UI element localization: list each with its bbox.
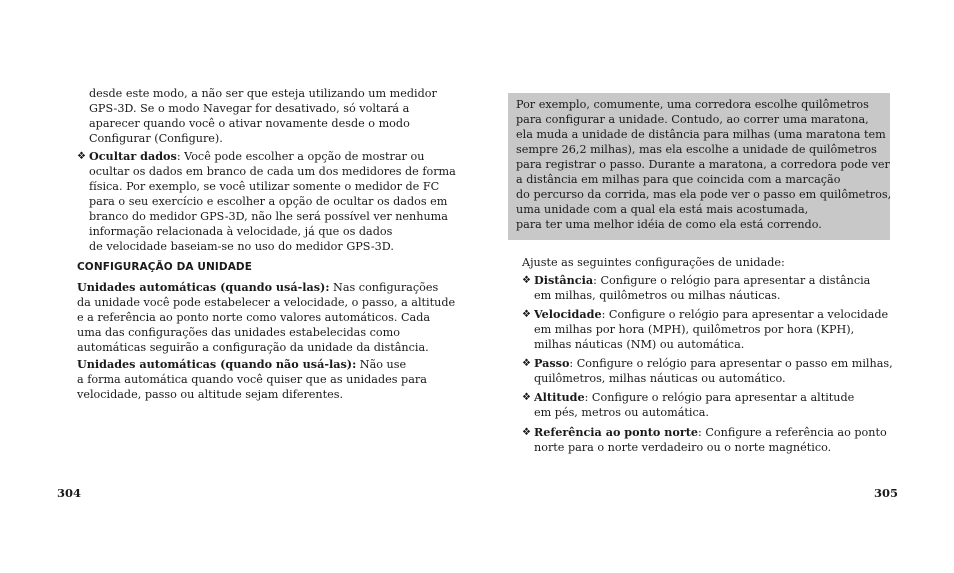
text-line: para o seu exercício e escolher a opção de ocultar os dados em (89, 195, 448, 208)
text-line: uma das configurações das unidades estabelecidas como (77, 326, 400, 339)
auto-off-paragraph (77, 357, 427, 402)
text-line: sempre 26,2 milhas), mas ela escolhe a unidade de quilômetros (516, 143, 877, 156)
text-line: uma unidade com a qual ela está mais acostumada, (516, 203, 809, 216)
text-line: automáticas seguirão a configuração da unidade da distância. (77, 341, 429, 354)
adjust-intro: Ajuste as seguintes configurações de unidade: (522, 256, 785, 269)
example-callout-box (508, 93, 890, 240)
text-line: informação relacionada à velocidade, já que os dados (89, 225, 393, 238)
text-line: da unidade você pode estabelecer a velocidade, o passo, a altitude (77, 296, 456, 309)
text-line: ocultar os dados em branco de cada um dos medidores de forma (89, 165, 456, 178)
bullet-icon: ❖ (522, 427, 531, 438)
page-number-right: 305 (874, 486, 899, 500)
text-line: a distância em milhas para que coincida com a marcação (516, 173, 841, 186)
text-line: : Configure o relógio para apresentar a velocidade (601, 308, 889, 321)
text-line: Configurar (Configure). (89, 132, 223, 145)
text-line: a forma automática quando você quiser que as unidades para (77, 373, 427, 386)
unit-term: Altitude (534, 390, 585, 404)
text-line: : Configure a referência ao ponto (698, 426, 887, 439)
unit-item-passo (534, 356, 893, 386)
bullet-icon: ❖ (522, 392, 531, 403)
intro-paragraph (89, 86, 437, 146)
text-line: GPS-3D. Se o modo Navegar for desativado, só voltará a (89, 102, 410, 115)
text-line: desde este modo, a não ser que esteja utilizando um medidor (89, 87, 437, 100)
unit-item-altitude (534, 390, 854, 420)
text-line: para registrar o passo. Durante a maratona, a corredora pode ver (516, 158, 890, 171)
unit-term: Distância (534, 273, 594, 287)
text-line: e a referência ao ponto norte como valores automáticos. Cada (77, 311, 431, 324)
page-number-left: 304 (57, 486, 82, 500)
text-line: : Configure o relógio para apresentar o passo em milhas, (569, 357, 893, 370)
text-line: de velocidade baseiam-se no uso do medidor GPS-3D. (89, 240, 394, 253)
text-line: : Você pode escolher a opção de mostrar ou (176, 150, 425, 163)
auto-on-term: Unidades automáticas (quando usá-las): (77, 280, 330, 294)
unit-term: Velocidade (534, 307, 602, 321)
auto-on-paragraph (77, 280, 455, 355)
text-line: física. Por exemplo, se você utilizar somente o medidor de FC (89, 180, 440, 193)
text-line: Não use (356, 358, 407, 371)
unit-item-velocidade (534, 307, 888, 352)
example-paragraph (516, 97, 891, 232)
unit-term: Passo (534, 356, 570, 370)
text-line: : Configure o relógio para apresentar a distância (593, 274, 871, 287)
bullet-icon: ❖ (77, 151, 86, 162)
unit-term: Referência ao ponto norte (534, 425, 699, 439)
unit-item-distancia (534, 273, 870, 303)
bullet-icon: ❖ (522, 309, 531, 320)
unit-item-referencia-norte (534, 425, 887, 455)
text-line: Nas configurações (329, 281, 439, 294)
text-line: em milhas, quilômetros ou milhas náuticas. (534, 289, 781, 302)
text-line: milhas náuticas (NM) ou automática. (534, 338, 745, 351)
text-line: norte para o norte verdadeiro ou o norte magnético. (534, 441, 832, 454)
text-line: : Configure o relógio para apresentar a altitude (584, 391, 855, 404)
text-line: ela muda a unidade de distância para milhas (uma maratona tem (516, 128, 886, 141)
auto-off-term: Unidades automáticas (quando não usá-las): (77, 357, 357, 371)
text-line: aparecer quando você o ativar novamente desde o modo (89, 117, 410, 130)
section-heading: CONFIGURAÇÃO DA UNIDADE (77, 261, 253, 273)
text-line: branco do medidor GPS-3D, não lhe será possível ver nenhuma (89, 210, 448, 223)
text-line: para ter uma melhor idéia de como ela está correndo. (516, 218, 822, 231)
text-line: em milhas por hora (MPH), quilômetros por hora (KPH), (534, 323, 855, 336)
text-line: Por exemplo, comumente, uma corredora escolhe quilômetros (516, 98, 869, 111)
text-line: para configurar a unidade. Contudo, ao correr uma maratona, (516, 113, 869, 126)
ocultar-dados-paragraph (89, 149, 456, 254)
text-line: quilômetros, milhas náuticas ou automático. (534, 372, 786, 385)
bullet-icon: ❖ (522, 275, 531, 286)
ocultar-dados-term: Ocultar dados (89, 149, 177, 163)
bullet-icon: ❖ (522, 358, 531, 369)
text-line: em pés, metros ou automática. (534, 406, 709, 419)
text-line: velocidade, passo ou altitude sejam diferentes. (77, 388, 344, 401)
text-line: do percurso da corrida, mas ela pode ver o passo em quilômetros, (516, 188, 892, 201)
